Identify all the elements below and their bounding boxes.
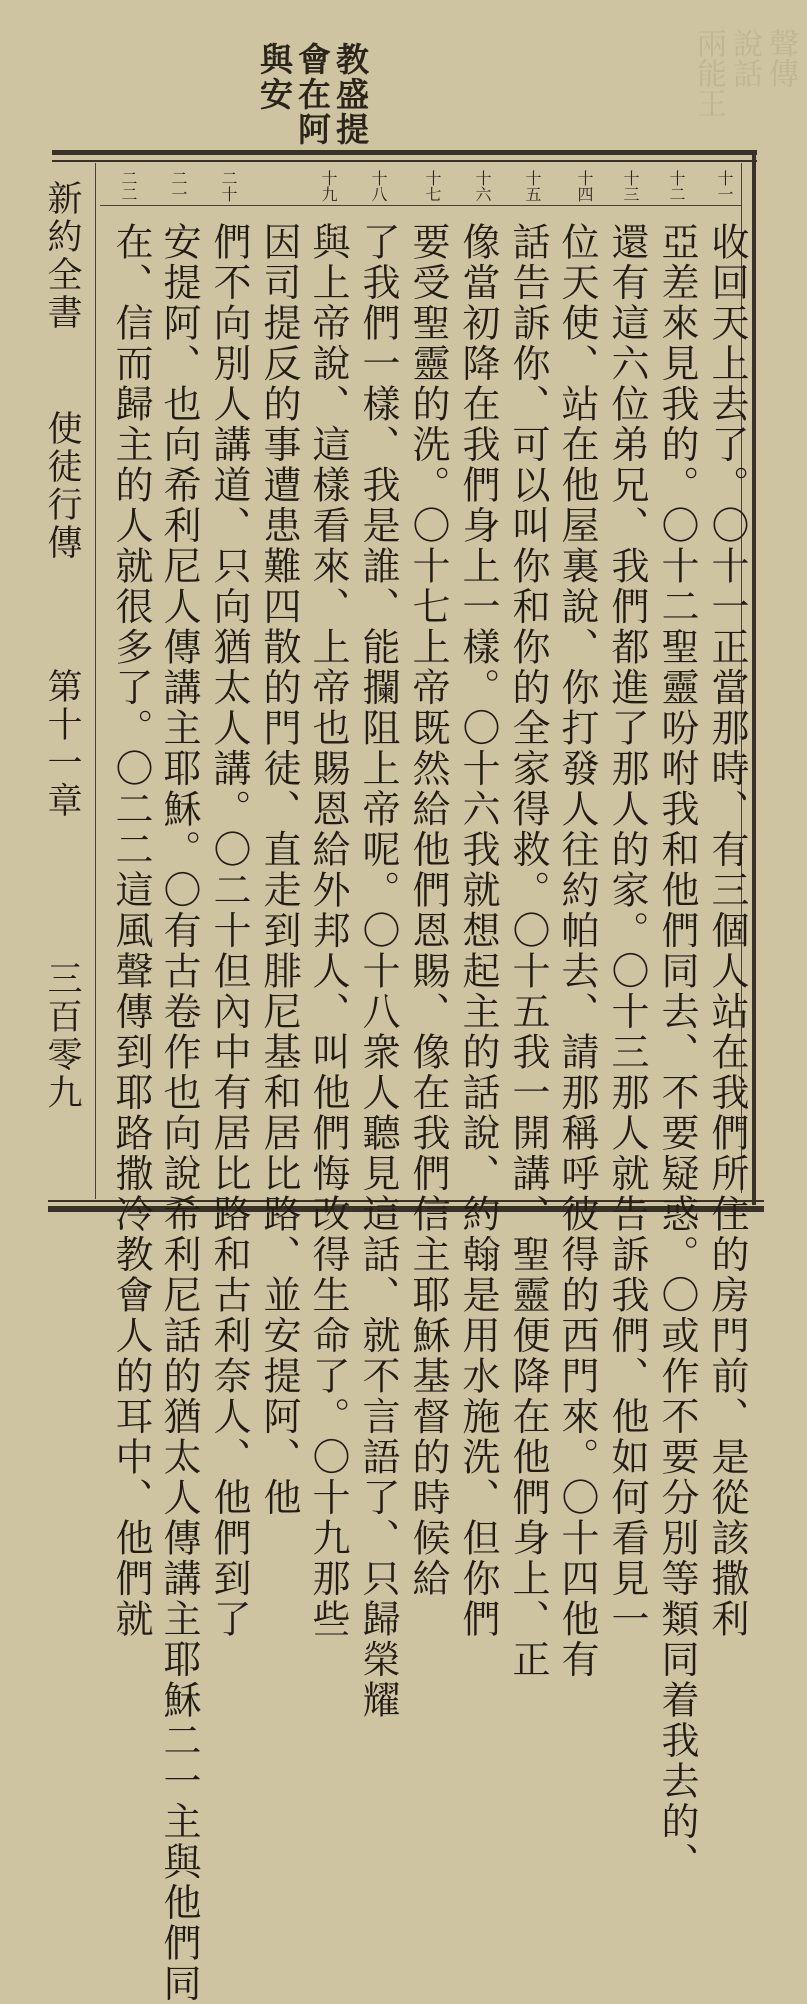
verse-number: 二二 xyxy=(119,170,138,202)
stamp-line: 與安 xyxy=(255,42,294,112)
verse-number: 十七 xyxy=(423,170,442,202)
section-title: 使徒行傳 xyxy=(42,410,82,562)
text-column: 們不向別人講道、只向猶太人講。〇二十但內中有居比路和古利奈人、他們到了 xyxy=(207,222,251,1640)
text-column: 位天使、站在他屋裏說、你打發人往約帕去、請那稱呼彼得的西門來。〇十四他有 xyxy=(555,222,599,1680)
verse-number: 十六 xyxy=(473,170,492,202)
text-column: 收回天上去了。〇十一正當那時、有三個人站在我們所住的房門前、是從該撒利 xyxy=(705,222,749,1640)
header-divider xyxy=(95,163,96,1199)
ghost-line: 說話 xyxy=(727,28,762,88)
verse-number: 十五 xyxy=(523,170,542,202)
chapter-label: 第十一章 xyxy=(42,668,82,820)
text-column: 要受聖靈的洗。〇十七上帝既然給他們恩賜、像在我們信主耶穌基督的時候給 xyxy=(406,222,450,1599)
ghost-line: 聲傳 xyxy=(763,28,798,88)
text-column: 因司提反的事遭患難四散的門徒、直走到腓尼基和居比路、並安提阿、他 xyxy=(257,222,301,1518)
stamp-line: 教盛提 xyxy=(331,42,370,147)
verse-number: 十九 xyxy=(319,170,338,202)
verse-number-rule xyxy=(100,205,742,206)
publisher-stamp xyxy=(255,42,370,147)
page-number: 三百零九 xyxy=(42,960,82,1112)
text-column: 了我們一樣、我是誰、能攔阻上帝呢。〇十八衆人聽見這話、就不言語了、只歸榮耀 xyxy=(356,222,400,1721)
text-column: 在、信而歸主的人就很多了。〇二二這風聲傳到耶路撒冷教會人的耳中、他們就 xyxy=(109,222,153,1640)
frame-top-rule xyxy=(52,150,757,155)
frame-right-rule xyxy=(752,155,756,1205)
text-column: 與上帝說、這樣看來、上帝也賜恩給外邦人、叫他們悔改得生命了。〇十九那些 xyxy=(306,222,350,1640)
text-column: 還有這六位弟兄、我們都進了那人的家。〇十三那人就告訴我們、他如何看見一 xyxy=(605,222,649,1640)
verse-number: 十八 xyxy=(369,170,388,202)
verse-number: 十四 xyxy=(575,170,594,202)
ghost-line: 兩能王 xyxy=(691,28,726,118)
verse-number: 十二 xyxy=(667,170,686,202)
text-column: 話告訴你、可以叫你和你的全家得救。〇十五我一開講、聖靈便降在他們身上、正 xyxy=(506,222,550,1680)
verse-number: 二一 xyxy=(169,170,188,202)
verse-number: 二十 xyxy=(219,170,238,202)
book-title: 新約全書 xyxy=(42,180,82,332)
text-column: 像當初降在我們身上一樣。〇十六我就想起主的話說、約翰是用水施洗、但你們 xyxy=(456,222,500,1640)
frame-top-inner-rule xyxy=(52,160,757,162)
verse-number: 十三 xyxy=(621,170,640,202)
text-column: 安提阿、也向希利尼人傳講主耶穌。〇有古卷作也向說希利尼話的猶太人傳講主耶穌二一主與他們同 xyxy=(157,222,201,2004)
text-column: 亞差來見我的。〇十二聖靈吩咐我和他們同去、不要疑惑。〇或作不要分別等類同着我去的、 xyxy=(655,222,699,1883)
stamp-line: 會在阿 xyxy=(293,42,332,147)
verse-number: 十一 xyxy=(715,170,734,202)
